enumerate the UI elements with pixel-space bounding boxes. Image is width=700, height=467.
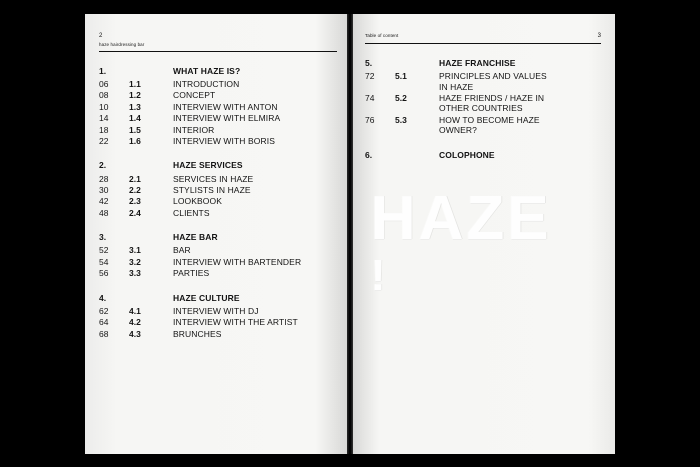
toc-row[interactable] [365, 115, 601, 136]
entry-number: 1.3 [129, 101, 141, 112]
entry-page: 18 [99, 124, 109, 135]
entry-title-line-1: HOW TO BECOME HAZE [439, 114, 540, 125]
chapter-title: WHAT HAZE IS? [173, 65, 241, 76]
toc-row[interactable] [99, 196, 337, 206]
watermark-line-2: ! [371, 250, 389, 300]
toc-row[interactable] [99, 185, 337, 195]
chapter-number: 4. [99, 292, 107, 303]
entry-title: INTERVIEW WITH ELMIRA [173, 113, 281, 124]
chapter-number: 3. [99, 232, 107, 243]
entry-number: 2.2 [129, 184, 141, 195]
entry-title: INTERVIEW WITH ANTON [173, 101, 278, 112]
entry-title: INTRODUCTION [173, 79, 240, 90]
entry-number: 1.2 [129, 90, 141, 101]
entry-page: 52 [99, 245, 109, 256]
chapter-title: COLOPHONE [439, 149, 495, 160]
toc-row[interactable] [99, 125, 337, 135]
left-folio: 2 [99, 33, 103, 39]
entry-page: 48 [99, 207, 109, 218]
toc-group [365, 150, 601, 160]
entry-page: 08 [99, 90, 109, 101]
toc-chapter-row[interactable] [365, 150, 601, 160]
entry-number: 1.5 [129, 124, 141, 135]
entry-number: 5.2 [395, 93, 407, 104]
entry-number: 2.3 [129, 196, 141, 207]
entry-number: 2.4 [129, 207, 141, 218]
entry-title-line-1: PRINCIPLES AND VALUES [439, 71, 547, 82]
entry-page: 54 [99, 256, 109, 267]
book-spread [85, 14, 615, 454]
entry-title-line-1: HAZE FRIENDS / HAZE IN [439, 93, 545, 104]
entry-page: 14 [99, 113, 109, 124]
entry-page: 62 [99, 305, 109, 316]
entry-title: INTERVIEW WITH THE ARTIST [173, 317, 298, 328]
right-running-head [365, 32, 601, 44]
toc-row[interactable] [365, 93, 601, 114]
entry-title: LOOKBOOK [173, 196, 222, 207]
entry-number: 1.6 [129, 135, 141, 146]
toc-row[interactable] [99, 136, 337, 146]
toc-row[interactable] [99, 102, 337, 112]
toc-group [99, 293, 337, 339]
entry-number: 4.3 [129, 328, 141, 339]
right-toc [365, 58, 601, 160]
entry-title [439, 93, 544, 114]
entry-number: 3.3 [129, 268, 141, 279]
entry-page: 42 [99, 196, 109, 207]
toc-group [99, 232, 337, 278]
toc-row[interactable] [99, 329, 337, 339]
entry-page: 74 [365, 93, 375, 104]
chapter-number: 5. [365, 58, 373, 68]
chapter-title: HAZE BAR [173, 232, 218, 243]
toc-row[interactable] [365, 71, 601, 92]
right-runhead-label: Table of content [365, 33, 399, 38]
entry-title: CONCEPT [173, 90, 216, 101]
toc-row[interactable] [99, 268, 337, 278]
entry-number: 4.2 [129, 317, 141, 328]
entry-number: 1.1 [129, 79, 141, 90]
chapter-title: HAZE CULTURE [173, 292, 240, 303]
chapter-number: 2. [99, 160, 107, 171]
chapter-title: HAZE FRANCHISE [439, 58, 516, 68]
entry-title-line-2: OTHER COUNTRIES [439, 103, 523, 114]
toc-chapter-row[interactable] [365, 58, 601, 68]
entry-number: 3.1 [129, 245, 141, 256]
toc-row[interactable] [99, 90, 337, 100]
toc-row[interactable] [99, 113, 337, 123]
toc-chapter-row[interactable] [99, 160, 337, 170]
left-runhead-label: haze hairdressing bar [99, 42, 145, 47]
toc-row[interactable] [99, 79, 337, 89]
entry-title: BAR [173, 245, 191, 256]
entry-number: 5.1 [395, 71, 407, 82]
entry-title-line-2: IN HAZE [439, 81, 474, 92]
entry-title [439, 71, 547, 92]
toc-row[interactable] [99, 208, 337, 218]
entry-title: INTERVIEW WITH BORIS [173, 135, 275, 146]
entry-page: 10 [99, 101, 109, 112]
toc-row[interactable] [99, 317, 337, 327]
entry-number: 1.4 [129, 113, 141, 124]
watermark-line-1: HAZE [371, 184, 552, 253]
entry-number: 5.3 [395, 114, 407, 125]
entry-title: INTERIOR [173, 124, 215, 135]
toc-row[interactable] [99, 245, 337, 255]
chapter-title: HAZE SERVICES [173, 160, 243, 171]
entry-title [439, 115, 540, 136]
entry-page: 68 [99, 328, 109, 339]
right-folio: 3 [597, 33, 601, 39]
toc-group [99, 66, 337, 147]
entry-title: BRUNCHES [173, 328, 222, 339]
entry-number: 4.1 [129, 305, 141, 316]
toc-chapter-row[interactable] [99, 66, 337, 76]
entry-page: 72 [365, 71, 375, 82]
entry-number: 3.2 [129, 256, 141, 267]
toc-row[interactable] [99, 174, 337, 184]
toc-row[interactable] [99, 257, 337, 267]
entry-page: 76 [365, 114, 375, 125]
toc-chapter-row[interactable] [99, 293, 337, 303]
toc-group [99, 160, 337, 218]
entry-title: STYLISTS IN HAZE [173, 184, 251, 195]
right-page [353, 14, 615, 454]
toc-group [365, 58, 601, 136]
entry-page: 56 [99, 268, 109, 279]
chapter-number: 6. [365, 149, 373, 160]
entry-title-line-2: OWNER? [439, 125, 477, 136]
entry-title: INTERVIEW WITH BARTENDER [173, 256, 302, 267]
entry-title: CLIENTS [173, 207, 210, 218]
toc-chapter-row[interactable] [99, 232, 337, 242]
entry-page: 28 [99, 173, 109, 184]
left-toc [99, 66, 337, 339]
entry-title: SERVICES IN HAZE [173, 173, 254, 184]
haze-watermark [371, 184, 615, 300]
entry-title: INTERVIEW WITH DJ [173, 305, 259, 316]
entry-page: 22 [99, 135, 109, 146]
chapter-number: 1. [99, 65, 107, 76]
entry-title: PARTIES [173, 268, 210, 279]
toc-row[interactable] [99, 306, 337, 316]
entry-page: 64 [99, 317, 109, 328]
entry-page: 30 [99, 184, 109, 195]
left-page [85, 14, 347, 454]
entry-number: 2.1 [129, 173, 141, 184]
entry-page: 06 [99, 79, 109, 90]
left-running-head [99, 32, 337, 52]
